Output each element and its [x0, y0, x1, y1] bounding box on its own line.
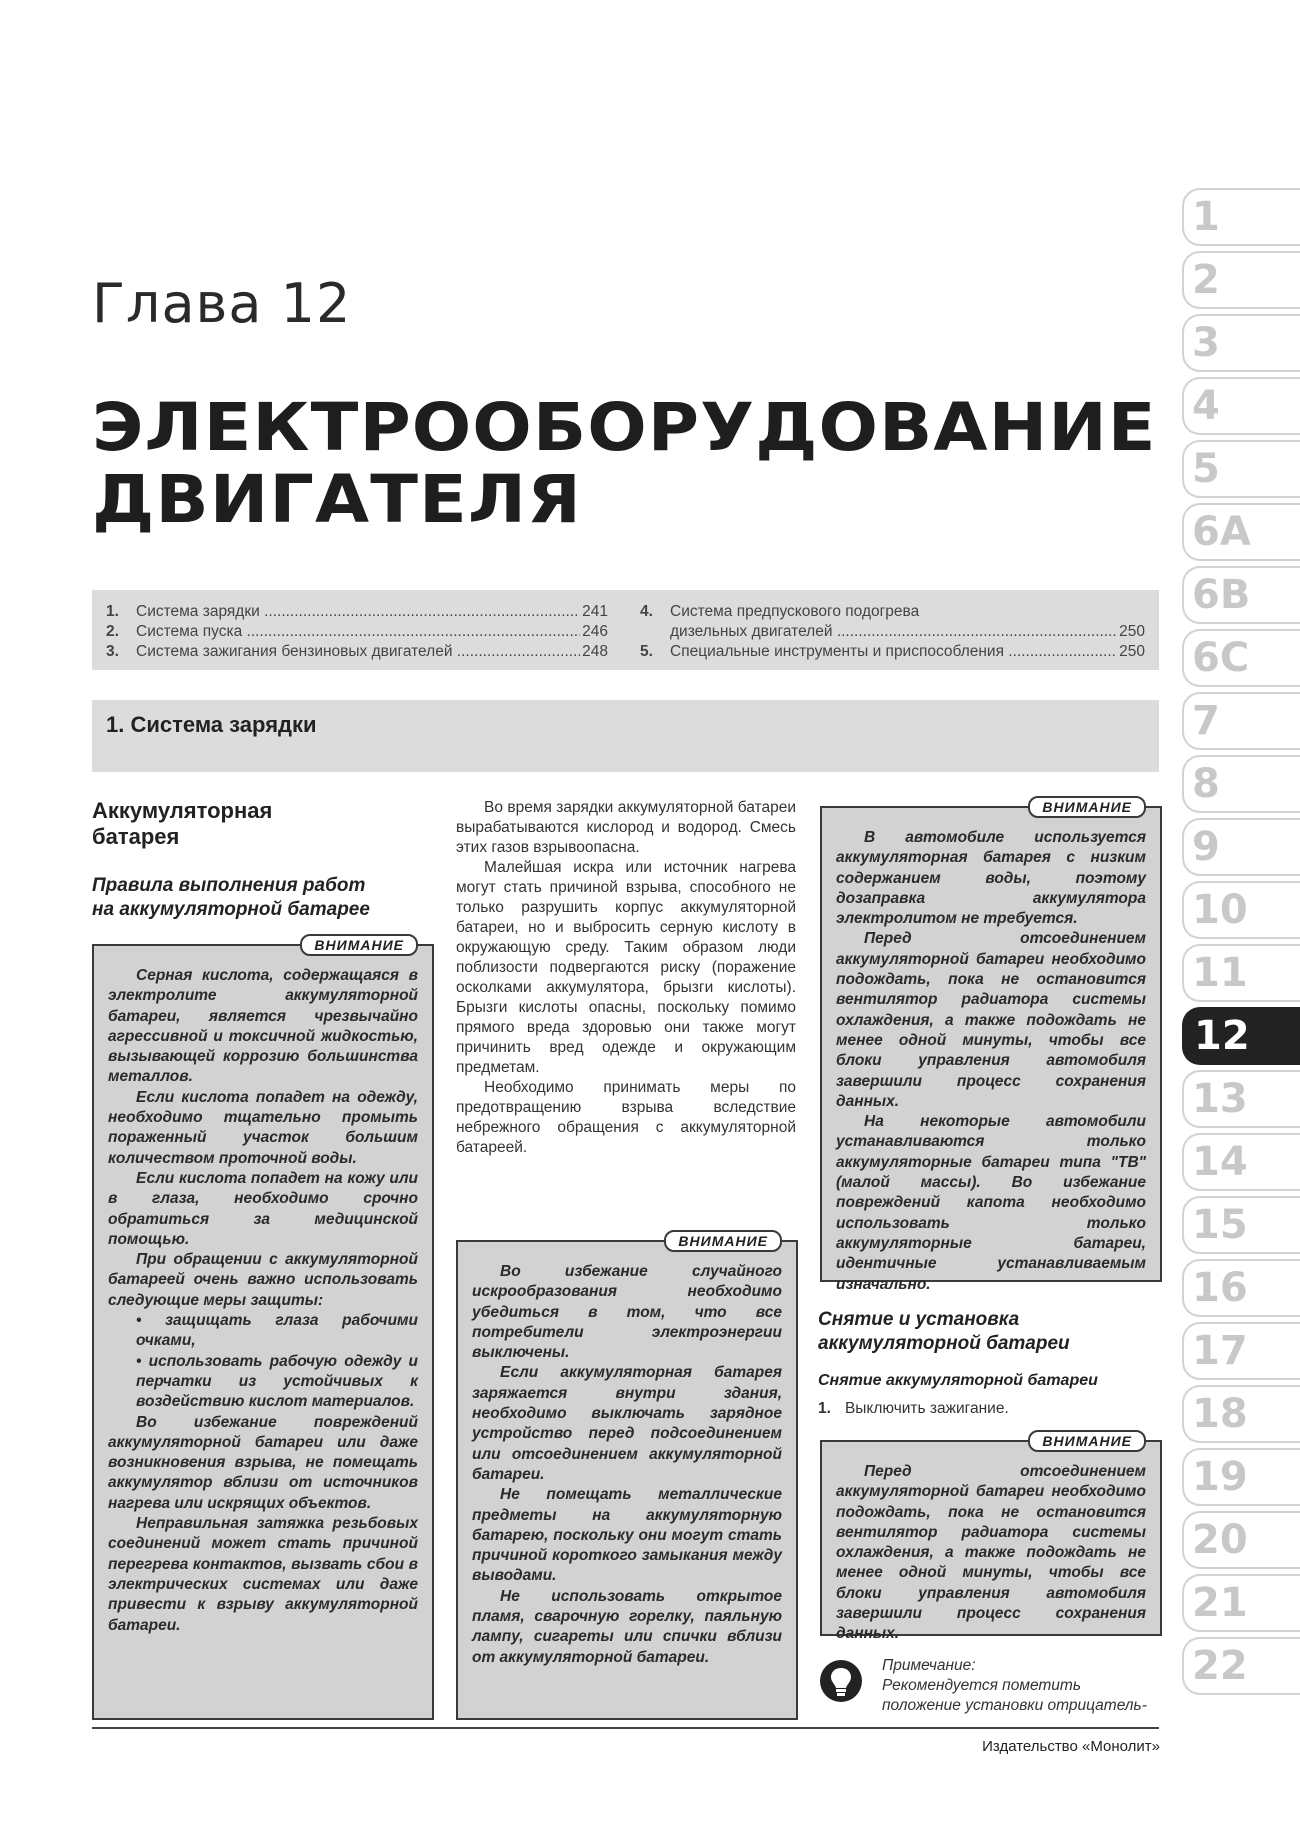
chapter-tab-22[interactable]	[1182, 1637, 1300, 1695]
toc-entry[interactable]	[106, 642, 608, 662]
chapter-tab-label: 8	[1192, 761, 1220, 807]
chapter-tab-label: 6C	[1192, 635, 1250, 681]
chapter-tab-label: 16	[1192, 1265, 1248, 1311]
toc-entry[interactable]	[640, 642, 1145, 662]
chapter-tab-label: 14	[1192, 1139, 1248, 1185]
callout-paragraph: Неправильная затяжка резьбовых соединений может стать причиной перегрева контактов, вызвать сбои в электрических системах или даже привести к взрыву аккумуляторной батареи.	[108, 1515, 418, 1634]
callout-paragraph: При обращении с аккумуляторной батареей очень важно использовать следующие меры защиты:	[108, 1251, 418, 1309]
chapter-tab-6a[interactable]	[1182, 503, 1300, 561]
chapter-tab-11[interactable]	[1182, 944, 1300, 1002]
step-text: Выключить зажигание.	[844, 1400, 1009, 1417]
removal-heading-line: аккумуляторной батареи	[818, 1333, 1070, 1354]
warning-badge: ВНИМАНИЕ	[1028, 1430, 1146, 1452]
footer-divider	[92, 1727, 1159, 1729]
warning-callout	[456, 1233, 798, 1720]
chapter-tab-label: 9	[1192, 824, 1220, 870]
callout-paragraph: На некоторые автомобили устанавливаются только аккумуляторные батареи типа "ТВ" (малой массы). Во избежание повреждений капота необходимо использовать только аккумуляторные батареи, идентичные устанавливаемым изначально.	[836, 1113, 1146, 1293]
toc-entry-number: 2.	[106, 623, 119, 640]
toc-entry-number: 4.	[640, 603, 653, 620]
chapter-tab-label: 13	[1192, 1076, 1248, 1122]
section-heading-bar	[92, 700, 1159, 772]
lightbulb-icon	[820, 1660, 862, 1702]
removal-subheading: Снятие аккумуляторной батареи	[818, 1372, 1098, 1389]
procedure-step	[818, 1400, 1009, 1418]
section-heading: 1. Система зарядки	[106, 712, 317, 737]
chapter-tab-label: 12	[1194, 1013, 1250, 1059]
chapter-tab-label: 7	[1192, 698, 1220, 744]
chapter-tab-9[interactable]	[1182, 818, 1300, 876]
callout-paragraph: Перед отсоединением аккумуляторной батареи необходимо подождать, пока не остановится вентилятор радиатора системы охлаждения, а также подождать не менее одной минуты, чтобы все блоки управления автомобиля завершили процесс сохранения данных.	[836, 1463, 1146, 1643]
table-of-contents	[92, 590, 1159, 670]
toc-entry-number: 3.	[106, 643, 119, 660]
callout-paragraph: Если кислота попадет на кожу или в глаза, необходимо срочно обратиться за медицинской помощью.	[108, 1169, 418, 1248]
chapter-tab-1[interactable]	[1182, 188, 1300, 246]
body-text-column	[456, 798, 796, 1158]
chapter-title	[92, 389, 1157, 538]
toc-entry-page: 250	[1119, 643, 1145, 660]
toc-column-left	[106, 602, 608, 662]
chapter-tab-label: 15	[1192, 1202, 1248, 1248]
chapter-tab-6c[interactable]	[1182, 629, 1300, 687]
warning-callout-body	[458, 1242, 796, 1678]
toc-entry-title: Специальные инструменты и приспособления .....	[670, 642, 1117, 662]
note-text: Рекомендуется пометить положение установки отрицатель-	[882, 1677, 1147, 1714]
chapter-tab-21[interactable]	[1182, 1574, 1300, 1632]
chapter-tab-14[interactable]	[1182, 1133, 1300, 1191]
warning-callout-body	[94, 946, 432, 1646]
chapter-tab-16[interactable]	[1182, 1259, 1300, 1317]
warning-callout	[820, 1433, 1162, 1643]
toc-entry-title: Система зажигания бензиновых двигателей .....	[136, 642, 580, 662]
toc-entry[interactable]	[106, 602, 608, 622]
chapter-tab-4[interactable]	[1182, 377, 1300, 435]
toc-entry-number: 5.	[640, 643, 653, 660]
toc-entry-title: Система зарядки .....	[136, 602, 580, 622]
chapter-tab-6b[interactable]	[1182, 566, 1300, 624]
warning-badge: ВНИМАНИЕ	[1028, 796, 1146, 818]
toc-entry-page	[919, 602, 921, 622]
chapter-tab-label: 5	[1192, 446, 1220, 492]
chapter-tab-18[interactable]	[1182, 1385, 1300, 1443]
callout-paragraph: Если кислота попадет на одежду, необходимо тщательно промыть пораженный участок большим количеством проточной воды.	[108, 1088, 418, 1167]
warning-callout-body	[822, 1442, 1160, 1655]
chapter-tab-label: 10	[1192, 887, 1248, 933]
chapter-tab-label: 6A	[1192, 509, 1251, 555]
toc-entry-page: 246	[582, 623, 608, 640]
rules-heading-line: на аккумуляторной батарее	[92, 899, 370, 920]
publisher-name: Издательство «Монолит»	[982, 1738, 1160, 1755]
callout-paragraph: Серная кислота, содержащаяся в электролите аккумуляторной батареи, является чрезвычайно агрессивной и токсичной жидкостью, вызывающей коррозию большинства металлов.	[108, 967, 418, 1086]
callout-bullet: • использовать рабочую одежду и перчатки из устойчивых к воздействию кислот материалов.	[136, 1352, 418, 1411]
chapter-tab-label: 4	[1192, 383, 1220, 429]
chapter-tab-label: 18	[1192, 1391, 1248, 1437]
chapter-tab-label: 22	[1192, 1643, 1248, 1689]
chapter-tab-15[interactable]	[1182, 1196, 1300, 1254]
toc-entry-number: 1.	[106, 603, 119, 620]
subsection-heading-line: батарея	[92, 824, 180, 849]
chapter-tab-2[interactable]	[1182, 251, 1300, 309]
toc-entry-number	[640, 622, 670, 642]
chapter-tab-13[interactable]	[1182, 1070, 1300, 1128]
chapter-tab-3[interactable]	[1182, 314, 1300, 372]
toc-column-right	[640, 602, 1145, 662]
chapter-tab-label: 17	[1192, 1328, 1248, 1374]
callout-paragraph: Если аккумуляторная батарея заряжается внутри здания, необходимо выключать зарядное устройство перед подсоединением или отсоединением аккумуляторной батареи.	[472, 1364, 782, 1483]
rules-heading-line: Правила выполнения работ	[92, 875, 366, 896]
removal-heading-line: Снятие и установка	[818, 1309, 1020, 1330]
toc-entry-page: 241	[582, 603, 608, 620]
chapter-tab-label: 3	[1192, 320, 1220, 366]
chapter-tab-label: 21	[1192, 1580, 1248, 1626]
chapter-tab-label: 19	[1192, 1454, 1248, 1500]
step-number: 1.	[818, 1400, 831, 1417]
chapter-tab-17[interactable]	[1182, 1322, 1300, 1380]
toc-entry[interactable]	[640, 622, 1145, 642]
body-paragraph: Необходимо принимать меры по предотвращению взрыва вследствие небрежного обращения с аккумуляторной батареей.	[456, 1079, 796, 1156]
chapter-tab-7[interactable]	[1182, 692, 1300, 750]
removal-heading	[818, 1308, 1070, 1356]
chapter-tab-20[interactable]	[1182, 1511, 1300, 1569]
chapter-tab-label: 2	[1192, 257, 1220, 303]
chapter-tab-19[interactable]	[1182, 1448, 1300, 1506]
body-paragraph: Во время зарядки аккумуляторной батареи вырабатываются кислород и водород. Смесь этих газов взрывоопасна.	[456, 799, 796, 856]
chapter-title-line2: ДВИГАТЕЛЯ	[92, 461, 582, 538]
toc-entry-title: Система предпускового подогрева	[670, 603, 920, 620]
toc-entry-title: Система пуска .....	[136, 622, 580, 642]
chapter-tab-label: 1	[1192, 194, 1220, 240]
chapter-tab-label: 20	[1192, 1517, 1248, 1563]
chapter-tab-12-active[interactable]	[1182, 1007, 1300, 1065]
chapter-tab-5[interactable]	[1182, 440, 1300, 498]
toc-entry-page: 248	[582, 643, 608, 660]
warning-badge: ВНИМАНИЕ	[300, 934, 418, 956]
callout-bullet: • защищать глаза рабочими очками,	[136, 1312, 418, 1350]
callout-paragraph: Во избежание случайного искрообразования необходимо убедиться в том, что все потребители электроэнергии выключены.	[472, 1263, 782, 1362]
chapter-tab-label: 6B	[1192, 572, 1251, 618]
chapter-title-line1: ЭЛЕКТРООБОРУДОВАНИЕ	[92, 389, 1157, 466]
note-label: Примечание:	[882, 1657, 976, 1674]
warning-callout	[92, 937, 434, 1720]
chapter-tab-label: 11	[1192, 950, 1248, 996]
callout-paragraph: Не помещать металлические предметы на аккумуляторную батарею, поскольку они могут стать причиной короткого замыкания между выводами.	[472, 1486, 782, 1585]
warning-badge: ВНИМАНИЕ	[664, 1230, 782, 1252]
toc-entry-page: 250	[1119, 623, 1145, 640]
callout-paragraph: Не использовать открытое пламя, сварочную горелку, паяльную лампу, сигареты или спички вблизи от аккумуляторной батареи.	[472, 1587, 782, 1666]
chapter-tab-10[interactable]	[1182, 881, 1300, 939]
toc-entry[interactable]	[106, 622, 608, 642]
body-paragraph: Малейшая искра или источник нагрева могут стать причиной взрыва, способного не только разрушить корпус аккумуляторной батареи, но и выбросить серную кислоту в окружающую среду. Таким образом люди поблизости подвергаются риску (поражение осколками аккумулятора, брызги кислоты). Брызги кислоты опасны, поскольку помимо прямого вреда здоровью они также могут причинить вред одежде и окружающим предметам.	[456, 859, 796, 1076]
callout-paragraph: Перед отсоединением аккумуляторной батареи необходимо подождать, пока не остановится вентилятор радиатора системы охлаждения, а также подождать не менее одной минуты, чтобы все блоки управления автомобиля завершили процесс сохранения данных.	[836, 930, 1146, 1110]
toc-entry[interactable]	[640, 602, 1145, 622]
chapter-label: Глава 12	[92, 272, 352, 335]
subsection-heading-line: Аккумуляторная	[92, 798, 273, 823]
chapter-tab-8[interactable]	[1182, 755, 1300, 813]
warning-callout	[820, 799, 1162, 1293]
warning-callout-body	[822, 808, 1160, 1305]
rules-heading	[92, 874, 370, 922]
note	[882, 1656, 1158, 1716]
subsection-heading	[92, 798, 272, 850]
toc-entry-title: дизельных двигателей .....	[670, 622, 1117, 642]
callout-paragraph: В автомобиле используется аккумуляторная батарея с низким содержанием воды, поэтому дозаправка аккумулятора электролитом не требуется.	[836, 829, 1146, 928]
callout-paragraph: Во избежание повреждений аккумуляторной батареи или даже возникновения взрыва, не помещать аккумулятор вблизи от источников нагрева или искрящих объектов.	[108, 1413, 418, 1512]
